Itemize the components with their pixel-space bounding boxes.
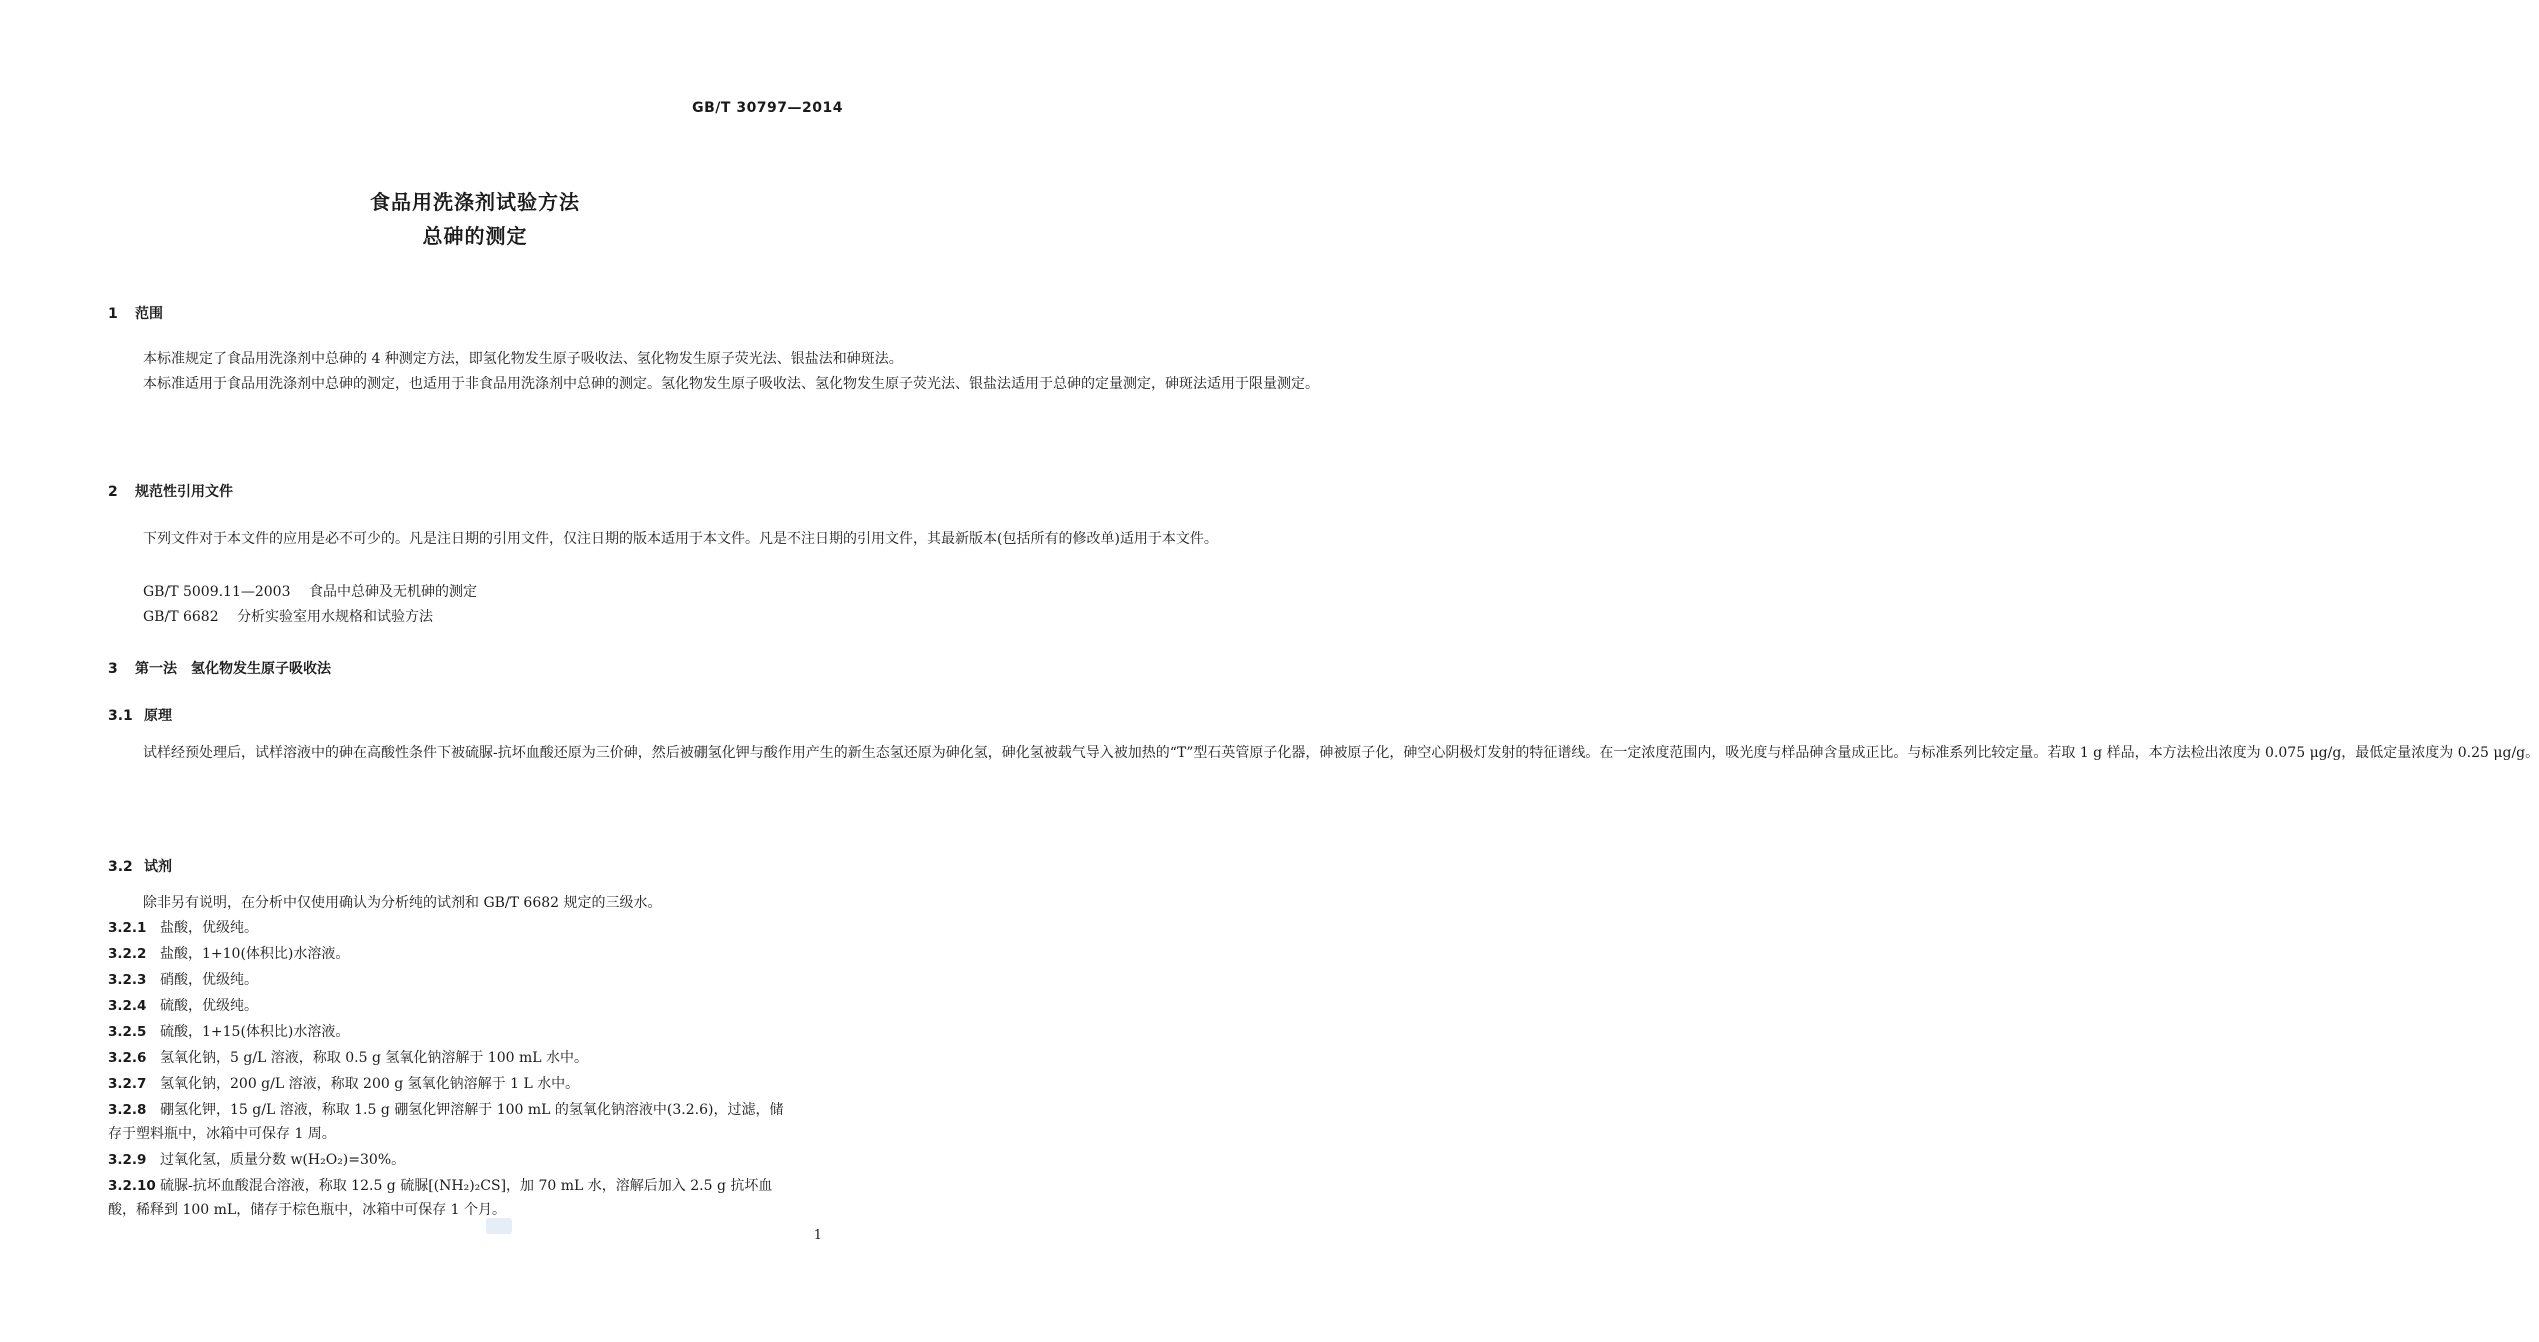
reagent-item (108, 1149, 405, 1169)
item-number: 3.2.3 (108, 972, 147, 988)
page-number: 1 (813, 1228, 822, 1243)
item-number: 3.2.9 (108, 1152, 147, 1168)
section-1-body (108, 347, 1319, 396)
item-text: 氢氧化钠，200 g/L 溶液，称取 200 g 氢氧化钠溶解于 1 L 水中。 (160, 1076, 580, 1092)
item-number: 3.2.2 (108, 946, 147, 962)
paragraph: 下列文件对于本文件的应用是必不可少的。凡是注日期的引用文件，仅注日期的版本适用于本文件。凡是不注日期的引用文件，其最新版本(包括所有的修改单)适用于本文件。 (143, 531, 1218, 547)
item-number: 3.2.5 (108, 1024, 147, 1040)
paragraph: 除非另有说明，在分析中仅使用确认为分析纯的试剂和 GB/T 6682 规定的三级水。 (143, 895, 662, 911)
reagent-item (108, 917, 258, 937)
reagent-item (108, 1021, 349, 1041)
reference-title: 分析实验室用水规格和试验方法 (237, 609, 434, 625)
section-3-1-heading (108, 705, 172, 725)
item-number: 3.2.8 (108, 1102, 147, 1118)
reference-code: GB/T 5009.11—2003 (143, 584, 291, 600)
item-continuation: 存于塑料瓶中，冰箱中可保存 1 周。 (108, 1126, 336, 1142)
section-3-2-body (108, 891, 843, 916)
reagent-item (108, 1099, 783, 1119)
section-number: 2 (108, 484, 118, 500)
section-3-heading (108, 658, 331, 678)
section-title: 范围 (135, 306, 163, 322)
item-number: 3.2.4 (108, 998, 147, 1014)
item-text: 硼氢化钾，15 g/L 溶液，称取 1.5 g 硼氢化钾溶解于 100 mL 的氢氧化钠溶液中(3.2.6)，过滤，储 (160, 1102, 784, 1118)
item-text: 硫酸，优级纯。 (160, 998, 258, 1014)
section-title: 原理 (144, 708, 172, 724)
paragraph: 试样经预处理后，试样溶液中的砷在高酸性条件下被硫脲-抗坏血酸还原为三价砷，然后被硼氢化钾与酸作用产生的新生态氢还原为砷化氢，砷化氢被载气导入被加热的“T”型石英管原子化器，砷被原子化，砷空心阴极灯发射的特征谱线。在一定浓度范围内，吸光度与样品砷含量成正比。与标准系列比较定量。若取 1 g 样品，本方法检出浓度为 0.075 μg/g，最低定量浓度为 0.25 μg/g。 (143, 745, 2539, 761)
item-number: 3.2.10 (108, 1178, 156, 1194)
item-number: 3.2.6 (108, 1050, 147, 1066)
item-number: 3.2.1 (108, 920, 147, 936)
reference-code: GB/T 6682 (143, 609, 219, 625)
section-3-2-heading (108, 856, 172, 876)
item-text: 硫脲-抗坏血酸混合溶液，称取 12.5 g 硫脲[(NH₂)₂CS]，加 70 mL 水，溶解后加入 2.5 g 抗坏血 (160, 1178, 773, 1194)
section-2-heading (108, 481, 233, 501)
item-number: 3.2.7 (108, 1076, 147, 1092)
reagent-item (108, 995, 258, 1015)
section-title: 试剂 (144, 859, 172, 875)
reagent-item (108, 1073, 579, 1093)
paragraph: 本标准规定了食品用洗涤剂中总砷的 4 种测定方法，即氢化物发生原子吸收法、氢化物发生原子荧光法、银盐法和砷斑法。 (143, 351, 903, 367)
item-text: 硝酸，优级纯。 (160, 972, 258, 988)
paragraph: 本标准适用于食品用洗涤剂中总砷的测定，也适用于非食品用洗涤剂中总砷的测定。氢化物发生原子吸收法、氢化物发生原子荧光法、银盐法适用于总砷的定量测定，砷斑法适用于限量测定。 (143, 375, 1319, 392)
item-text: 盐酸，1+10(体积比)水溶液。 (160, 946, 350, 962)
item-continuation: 酸，稀释到 100 mL，储存于棕色瓶中，冰箱中可保存 1 个月。 (108, 1202, 507, 1218)
section-title: 规范性引用文件 (135, 484, 233, 500)
item-text: 盐酸，优级纯。 (160, 920, 258, 936)
normative-reference (143, 581, 477, 601)
item-text: 硫酸，1+15(体积比)水溶液。 (160, 1024, 350, 1040)
document-title: 食品用洗涤剂试验方法 (370, 190, 580, 214)
section-number: 3 (108, 661, 118, 677)
section-number: 1 (108, 306, 118, 322)
reagent-item (108, 1047, 588, 1067)
reference-title: 食品中总砷及无机砷的测定 (308, 584, 477, 600)
item-text: 氢氧化钠，5 g/L 溶液，称取 0.5 g 氢氧化钠溶解于 100 mL 水中。 (160, 1050, 589, 1066)
document-subtitle: 总砷的测定 (422, 224, 528, 248)
reagent-item (108, 969, 258, 989)
section-1-heading (108, 303, 163, 323)
section-number: 3.2 (108, 859, 133, 875)
section-3-1-body (108, 741, 2539, 766)
watermark-mark (486, 1218, 512, 1234)
item-text: 过氧化氢，质量分数 w(H₂O₂)=30%。 (160, 1152, 406, 1168)
normative-reference (143, 606, 433, 626)
reagent-item (108, 1175, 772, 1195)
section-2-body (108, 527, 1218, 552)
reagent-item (108, 943, 349, 963)
section-number: 3.1 (108, 708, 133, 724)
section-title: 第一法 氢化物发生原子吸收法 (135, 661, 331, 677)
standard-number: GB/T 30797—2014 (692, 100, 843, 116)
